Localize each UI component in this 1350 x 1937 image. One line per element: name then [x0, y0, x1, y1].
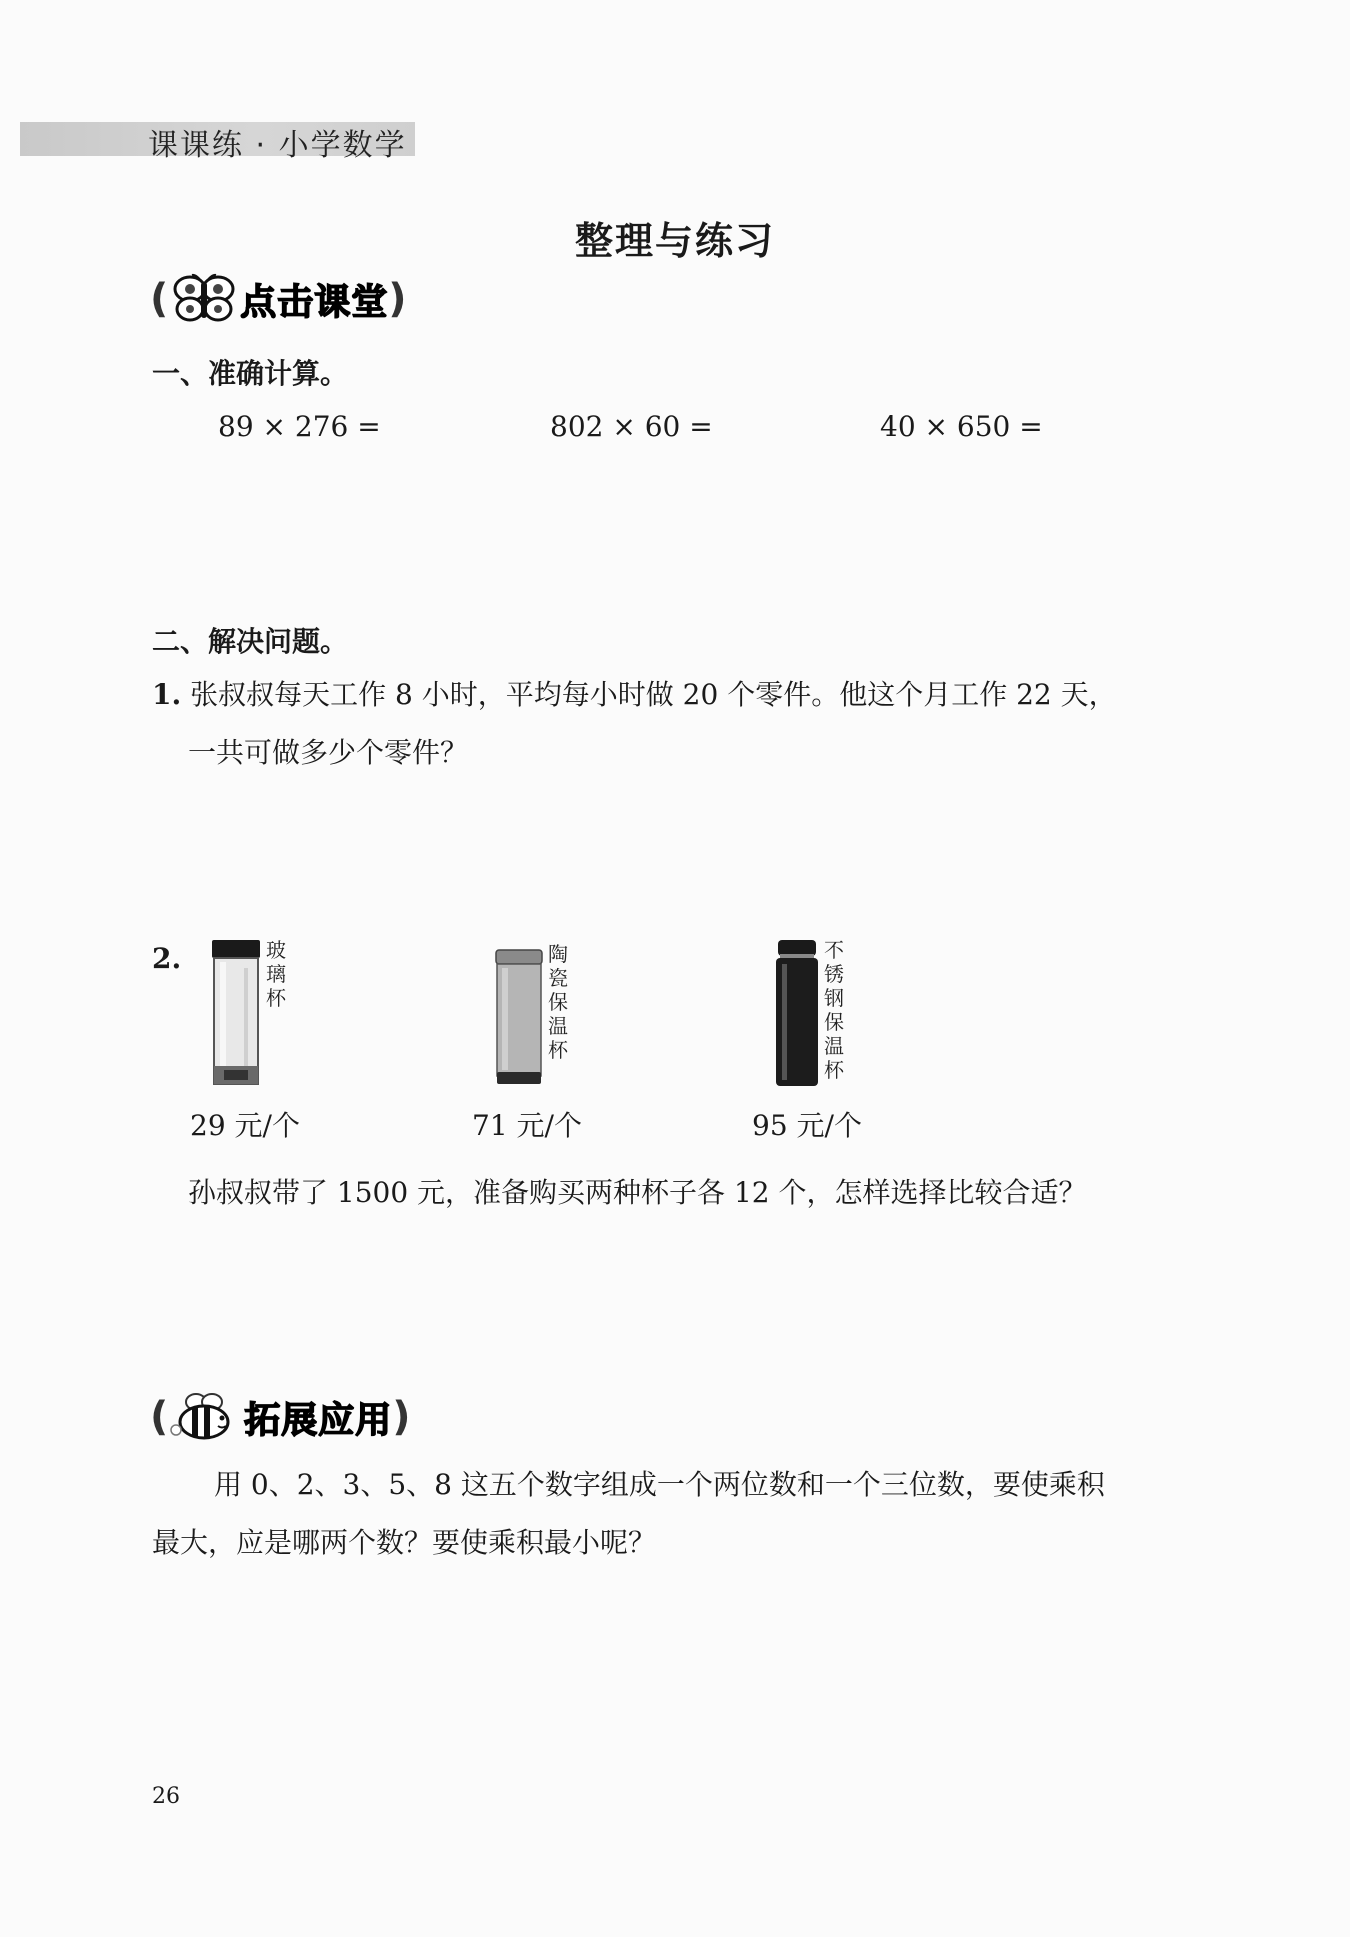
- glass-cup-price: 29 元/个: [190, 1109, 300, 1142]
- bracket-right-icon: ): [392, 1394, 411, 1440]
- bracket-left-icon: (: [150, 1394, 169, 1440]
- page-number: 26: [152, 1784, 180, 1809]
- glass-cup-illustration: [210, 938, 262, 1092]
- problem-1-line-1: 张叔叔每天工作 8 小时，平均每小时做 20 个零件。他这个月工作 22 天，: [190, 678, 1117, 711]
- banner-label-classroom: 点击课堂: [240, 281, 389, 323]
- steel-cup-illustration: [774, 938, 820, 1092]
- bracket-left-icon: (: [150, 276, 169, 322]
- heading-problems: 二、解决问题。: [152, 625, 349, 658]
- extension-line-2: 最大，应是哪两个数？要使乘积最小呢？: [152, 1526, 657, 1559]
- butterfly-icon: [168, 272, 240, 326]
- ceramic-cup-price: 71 元/个: [472, 1109, 582, 1142]
- section-banner-classroom: [150, 272, 407, 326]
- ceramic-cup-illustration: [494, 948, 544, 1092]
- problem-1: [152, 666, 1117, 724]
- problem-2-question: 孙叔叔带了 1500 元，准备购买两种杯子各 12 个，怎样选择比较合适？: [188, 1176, 1087, 1209]
- extension-line-1: 用 0、2、3、5、8 这五个数字组成一个两位数和一个三位数，要使乘积: [214, 1468, 1105, 1501]
- glass-cup-icon: [210, 938, 262, 1088]
- banner-label-extension: 拓展应用: [244, 1399, 393, 1441]
- book-series-title: 课课练 · 小学数学: [148, 128, 407, 163]
- steel-cup-label: 不锈钢保温杯: [824, 938, 844, 1082]
- bee-icon: [168, 1390, 244, 1444]
- page-title: [0, 210, 1350, 265]
- calc-item-1: 89 × 276 =: [218, 410, 381, 443]
- calc-item-3: 40 × 650 =: [880, 410, 1043, 443]
- steel-cup-icon: [774, 938, 820, 1088]
- page-title-text: 整理与练习: [574, 219, 775, 263]
- bracket-right-icon: ): [388, 276, 407, 322]
- glass-cup-label: 玻璃杯: [266, 938, 286, 1010]
- ceramic-cup-icon: [494, 948, 544, 1088]
- problem-1-line-2: 一共可做多少个零件？: [188, 736, 469, 769]
- problem-2-number: 2.: [152, 942, 182, 975]
- section-banner-extension: [150, 1390, 411, 1444]
- ceramic-cup-label: 陶瓷保温杯: [548, 942, 568, 1062]
- calc-item-2: 802 × 60 =: [550, 410, 713, 443]
- steel-cup-price: 95 元/个: [752, 1109, 862, 1142]
- problem-1-number: 1.: [152, 678, 182, 711]
- heading-calculation: 一、准确计算。: [152, 357, 349, 390]
